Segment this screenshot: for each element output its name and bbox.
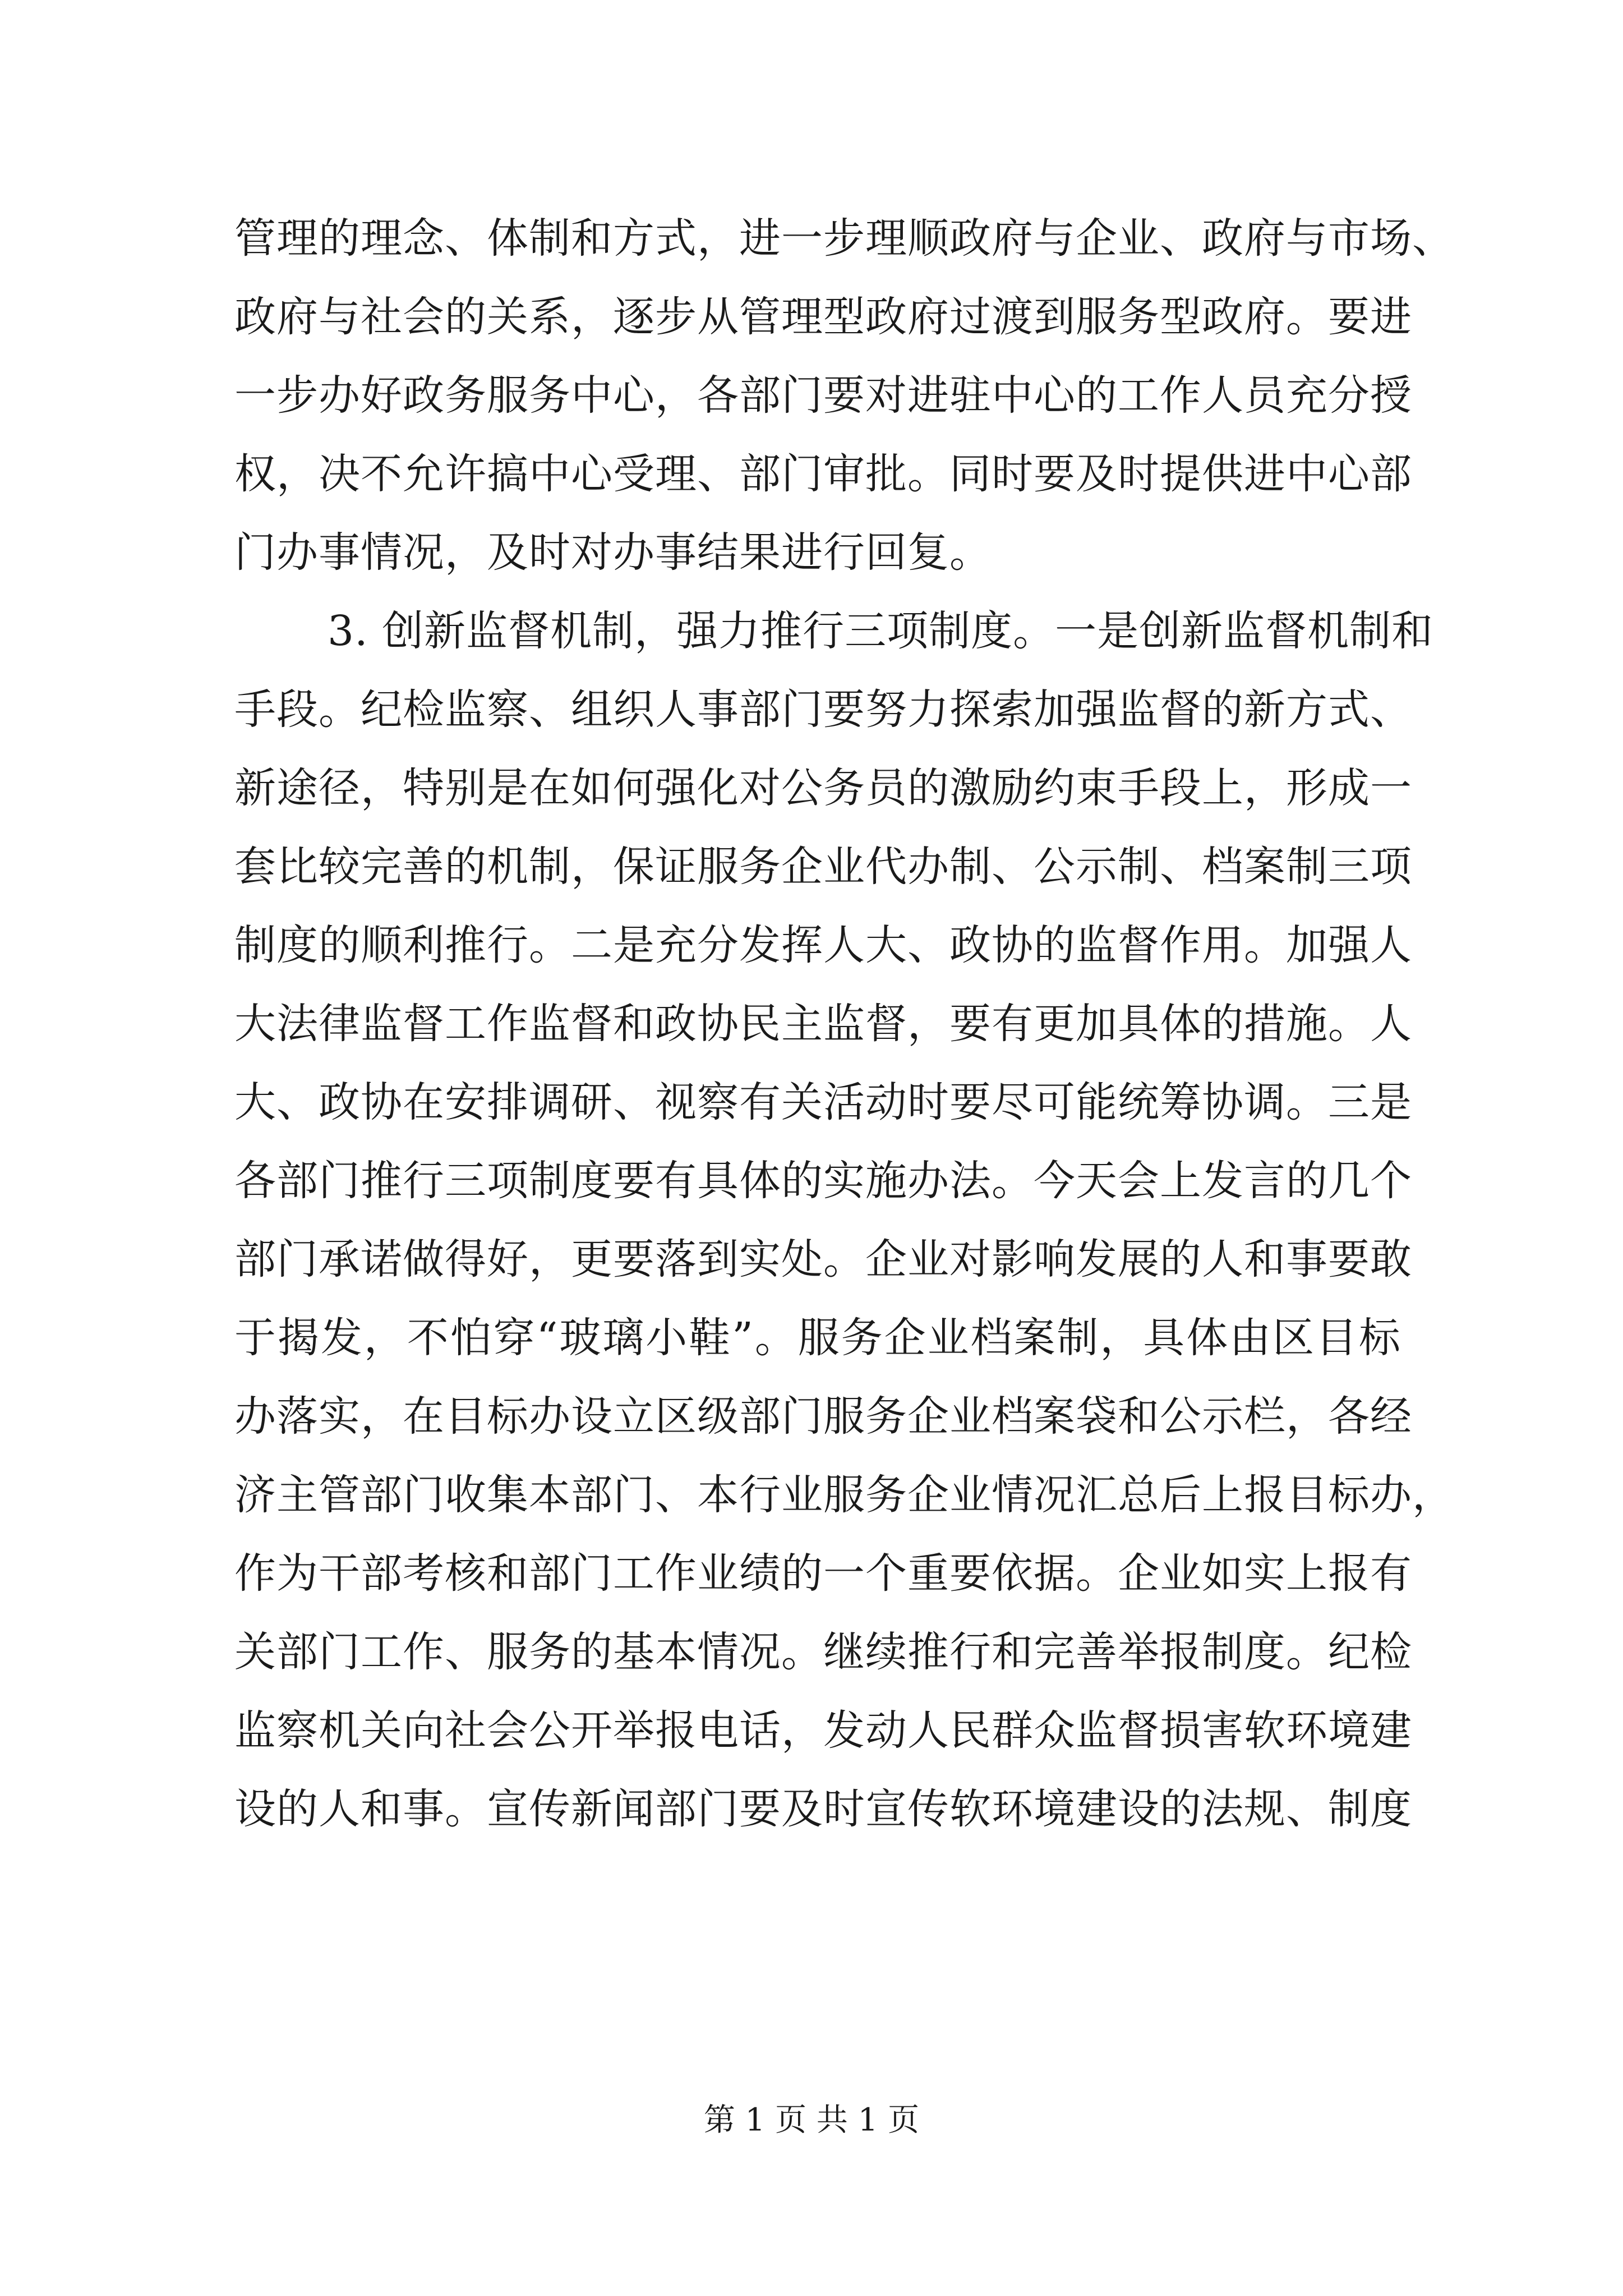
paragraph-2-line-5: 制度的顺利推行。二是充分发挥人大、政协的监督作用。加强人 bbox=[234, 921, 1412, 969]
paragraph-2-line-2: 手段。纪检监察、组织人事部门要努力探索加强监督的新方式、 bbox=[234, 685, 1412, 734]
paragraph-1 bbox=[234, 199, 1454, 592]
paragraph-2-line-16: 设的人和事。宣传新闻部门要及时宣传软环境建设的法规、制度 bbox=[234, 1785, 1412, 1833]
paragraph-2 bbox=[234, 592, 1454, 1848]
paragraph-2-line-14: 关部门工作、服务的基本情况。继续推行和完善举报制度。纪检 bbox=[234, 1628, 1412, 1676]
paragraph-2-line-13: 作为干部考核和部门工作业绩的一个重要依据。企业如实上报有 bbox=[234, 1549, 1412, 1598]
paragraph-2-line-10: 于揭发，不怕穿“玻璃小鞋”。服务企业档案制，具体由区目标 bbox=[234, 1314, 1401, 1362]
page-footer bbox=[0, 2098, 1623, 2143]
paragraph-2-line-15: 监察机关向社会公开举报电话，发动人民群众监督损害软环境建 bbox=[234, 1706, 1412, 1755]
paragraph-1-line-2: 政府与社会的关系，逐步从管理型政府过渡到服务型政府。要进 bbox=[234, 293, 1412, 341]
paragraph-1-line-5: 门办事情况，及时对办事结果进行回复。 bbox=[234, 528, 992, 577]
paragraph-2-line-12: 济主管部门收集本部门、本行业服务企业情况汇总后上报目标办， bbox=[234, 1471, 1454, 1519]
paragraph-1-line-1: 管理的理念、体制和方式，进一步理顺政府与企业、政府与市场、 bbox=[234, 214, 1454, 263]
page-number: 第 1 页 共 1 页 bbox=[703, 2102, 920, 2138]
document-body bbox=[234, 199, 1454, 1848]
paragraph-2-line-1: 3. 创新监督机制，强力推行三项制度。一是创新监督机制和 bbox=[328, 607, 1434, 655]
paragraph-2-line-7: 大、政协在安排调研、视察有关活动时要尽可能统筹协调。三是 bbox=[234, 1078, 1412, 1126]
paragraph-2-line-4: 套比较完善的机制，保证服务企业代办制、公示制、档案制三项 bbox=[234, 843, 1412, 891]
paragraph-2-line-8: 各部门推行三项制度要有具体的实施办法。今天会上发言的几个 bbox=[234, 1157, 1412, 1205]
paragraph-2-line-11: 办落实，在目标办设立区级部门服务企业档案袋和公示栏，各经 bbox=[234, 1392, 1412, 1441]
paragraph-1-line-4: 权，决不允许搞中心受理、部门审批。同时要及时提供进中心部 bbox=[234, 450, 1412, 498]
paragraph-1-line-3: 一步办好政务服务中心，各部门要对进驻中心的工作人员充分授 bbox=[234, 371, 1412, 420]
paragraph-2-line-9: 部门承诺做得好，更要落到实处。企业对影响发展的人和事要敢 bbox=[234, 1235, 1412, 1283]
paragraph-2-line-6: 大法律监督工作监督和政协民主监督，要有更加具体的措施。人 bbox=[234, 1000, 1412, 1048]
paragraph-2-line-3: 新途径，特别是在如何强化对公务员的激励约束手段上，形成一 bbox=[234, 764, 1412, 812]
